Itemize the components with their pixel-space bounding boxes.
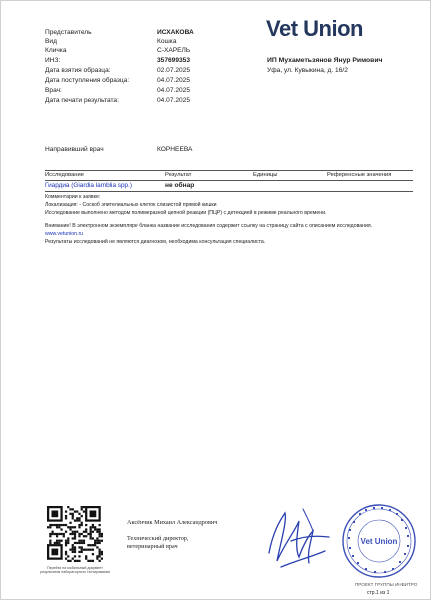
info-value: 04.07.2025 <box>157 77 191 84</box>
info-label: Кличка <box>45 47 67 54</box>
project-label: ПРОЕКТ ГРУППЫ ИНВИТРО <box>355 582 418 587</box>
referring-doctor-label: Направивший врач <box>45 146 104 153</box>
method-text: Исследование выполнено методом полимеразной цепной реакции (ПЦР) с детекцией в режиме реального времени. <box>45 210 327 216</box>
info-label: Врач: <box>45 87 62 94</box>
col-header-result: Результат <box>165 172 192 178</box>
col-header-test: Исследование <box>45 172 84 178</box>
test-result: не обнар <box>165 182 195 189</box>
signer-title: Технический директор, ветеринарный врач <box>127 535 189 550</box>
info-value: 02.07.2025 <box>157 67 191 74</box>
signature-icon <box>251 491 341 576</box>
website-link[interactable]: www.vetunion.ru <box>45 231 84 237</box>
stamp-text: Vet Union <box>360 537 398 546</box>
info-value: С-ХАРЕЛЬ <box>157 47 191 54</box>
signer-name: Аксёнчик Михаил Александрович <box>127 519 218 526</box>
qr-caption: Перейти на мобильный документ результатов лабораторного тестирования <box>40 566 110 575</box>
clinic-name: ИП Мухаметьзянов Янур Римович <box>267 57 383 64</box>
info-label: ИНЗ: <box>45 57 61 64</box>
col-header-units: Единицы <box>253 172 278 178</box>
disclaimer-text: Результаты исследований не являются диагнозом, необходима консультация специалиста. <box>45 239 266 245</box>
localization-text: Локализация: - Соскоб эпителиальных клеток слизистой прямой кишки <box>45 202 217 208</box>
table-header-line <box>45 180 413 181</box>
col-header-reference: Референсные значения <box>327 172 392 178</box>
vet-union-logo: Vet Union <box>266 16 363 41</box>
test-name-link[interactable]: Гиардиа (Giardia lamblia spp.) <box>45 182 132 189</box>
info-value: 04.07.2025 <box>157 87 191 94</box>
clinic-address: Уфа, ул. Кувыкина, д. 16/2 <box>267 67 348 74</box>
info-value: ИСХАКОВА <box>157 29 194 36</box>
qr-code-icon[interactable] <box>47 506 103 562</box>
info-value: 357699353 <box>157 57 191 64</box>
table-top-line <box>45 170 413 171</box>
info-label: Вид <box>45 38 57 45</box>
info-value: 04.07.2025 <box>157 97 191 104</box>
info-label: Представитель <box>45 29 92 36</box>
comment-label: Комментарии к заявке: <box>45 194 101 200</box>
table-row-line <box>45 191 413 192</box>
info-label: Дата взятия образца: <box>45 67 111 74</box>
info-label: Дата печати результата: <box>45 97 119 104</box>
attention-text: Внимание! В электронном экземпляре бланка название исследования содержит ссылку на страницу сайта с описанием исследования. <box>45 223 373 229</box>
info-value: Кошка <box>157 38 177 45</box>
page-number: стр.1 из 1 <box>367 590 390 596</box>
referring-doctor-value: КОРНЕЕВА <box>157 146 193 153</box>
info-label: Дата поступления образца: <box>45 77 130 84</box>
clinic-stamp-icon <box>341 503 417 579</box>
